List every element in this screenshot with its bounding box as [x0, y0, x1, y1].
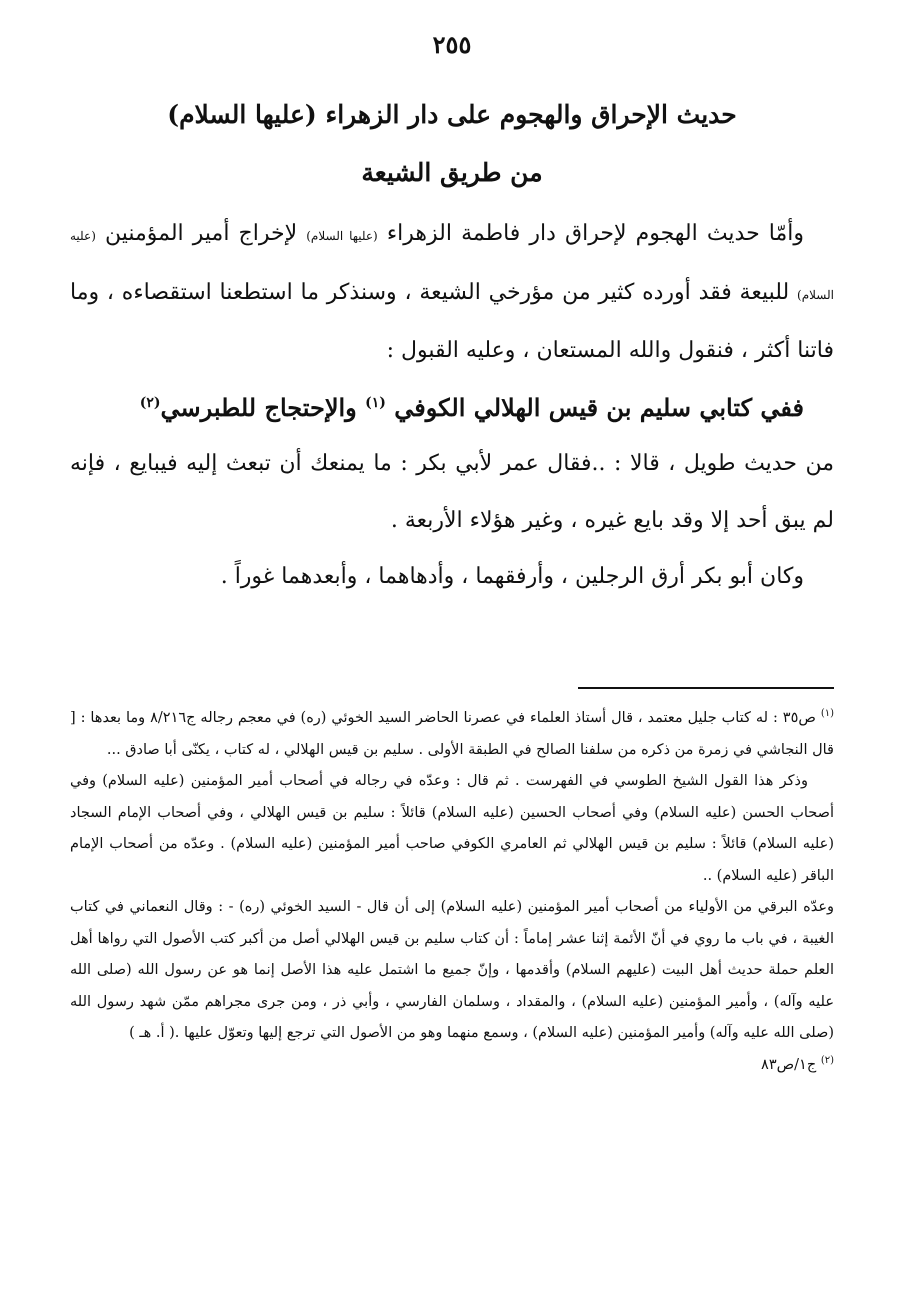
paragraph-closing: وكان أبو بكر أرق الرجلين ، وأرفقهما ، وأدهاهما ، وأبعدهما غوراً . [220, 564, 804, 589]
footnote-ref-1[interactable]: (١) [365, 394, 386, 411]
intro-text-1: وأمّا حديث الهجوم لإحراق دار فاطمة الزهراء [377, 221, 805, 246]
honorific-ali: (عليه السلام) [70, 229, 834, 302]
main-text [70, 206, 834, 606]
footnote-1-marker: (١) [820, 708, 834, 720]
footnote-1-text: ص٣٥ : له كتاب جليل معتمد ، قال أستاذ العلماء في عصرنا الحاضر السيد الخوئي (ره) في معجم رجاله ج٨/٢١٦ وما بعدها : [ قال النجاشي في زمرة من ذكره من سلفنا الصالح في الطبقة الأولى . سليم بن قيس الهلالي ، له كتاب ، يكنّى أبا صادق ... [70, 710, 834, 758]
footnote-divider [578, 687, 834, 689]
source-text-2: والإحتجاج للطبرسي [160, 392, 366, 422]
page-title: حديث الإحراق والهجوم على دار الزهراء (عليها السلام) [167, 100, 737, 129]
footnote-1 [70, 703, 834, 766]
footnote-1-paragraph-2: وذكر هذا القول الشيخ الطوسي في الفهرست . ثم قال : وعدّه في رجاله في أصحاب أمير المؤمنين (عليه السلام) وفي أصحاب الحسن (عليه السلام) وفي أصحاب الحسين (عليه السلام) قائلاً : سليم بن قيس الهلالي ، وفي أصحاب الإمام السجاد (عليه السلام) قائلاً : سليم بن قيس الهلالي ثم العامري الكوفي صاحب أمير المؤمنين (عليه السلام) . وعدّه من أصحاب الإمام الباقر (عليه السلام) .. [70, 773, 834, 884]
paragraph-quote: من حديث طويل ، قالا : ..فقال عمر لأبي بكر : ما يمنعك أن تبعث إليه فيبايع ، فإنه لم يبق أحد إلا وقد بايع غيره ، وغير هؤلاء الأربعة . [70, 451, 834, 533]
source-heading [70, 380, 834, 437]
page-number: ٢٥٥ [432, 30, 472, 59]
footnotes [70, 703, 834, 1081]
honorific-fatima: (عليها السلام) [306, 229, 378, 243]
page-subtitle: من طريق الشيعة [361, 158, 543, 187]
paragraph-intro [70, 206, 834, 380]
intro-text-2: لإخراج أمير المؤمنين [95, 221, 307, 246]
source-text-1: ففي كتابي سليم بن قيس الهلالي الكوفي [385, 392, 804, 422]
footnote-2-marker: (٢) [820, 1054, 834, 1066]
document-page [70, 0, 834, 1298]
footnote-2 [70, 1050, 834, 1082]
footnote-2-text: ج١/ص٨٣ [761, 1056, 821, 1073]
intro-text-3: للبيعة فقد أورده كثير من مؤرخي الشيعة ، وسنذكر ما استطعنا استقصاءه ، وما فاتنا أكثر ، فنقول والله المستعان ، وعليه القبول : [70, 279, 834, 363]
footnote-ref-2[interactable]: (٢) [139, 394, 161, 411]
footnote-1-paragraph-3: وعدّه البرقي من الأولياء من أصحاب أمير المؤمنين (عليه السلام) إلى أن قال - السيد الخوئي (ره) - : وقال النعماني في كتاب الغيبة ، في باب ما روي في أنّ الأئمة إثنا عشر إماماً : أن كتاب سليم بن قيس الهلالي أصل من أكبر كتب الأصول التي رواها أهل العلم حملة حديث أهل البيت (عليهم السلام) وأقدمها ، وإنّ جميع ما اشتمل عليه هذا الأصل إنما هو عن رسول الله (صلى الله عليه وآله) ، وأمير المؤمنين (عليه السلام) ، والمقداد ، وسلمان الفارسي ، وأبي ذر ، ومن جرى مجراهم ممّن شهد رسول الله (صلى الله عليه وآله) وأمير المؤمنين (عليه السلام) ، وسمع منهما وهو من الأصول التي ترجع إليها وتعوّل عليها .( أ. هـ ) [70, 899, 834, 1041]
